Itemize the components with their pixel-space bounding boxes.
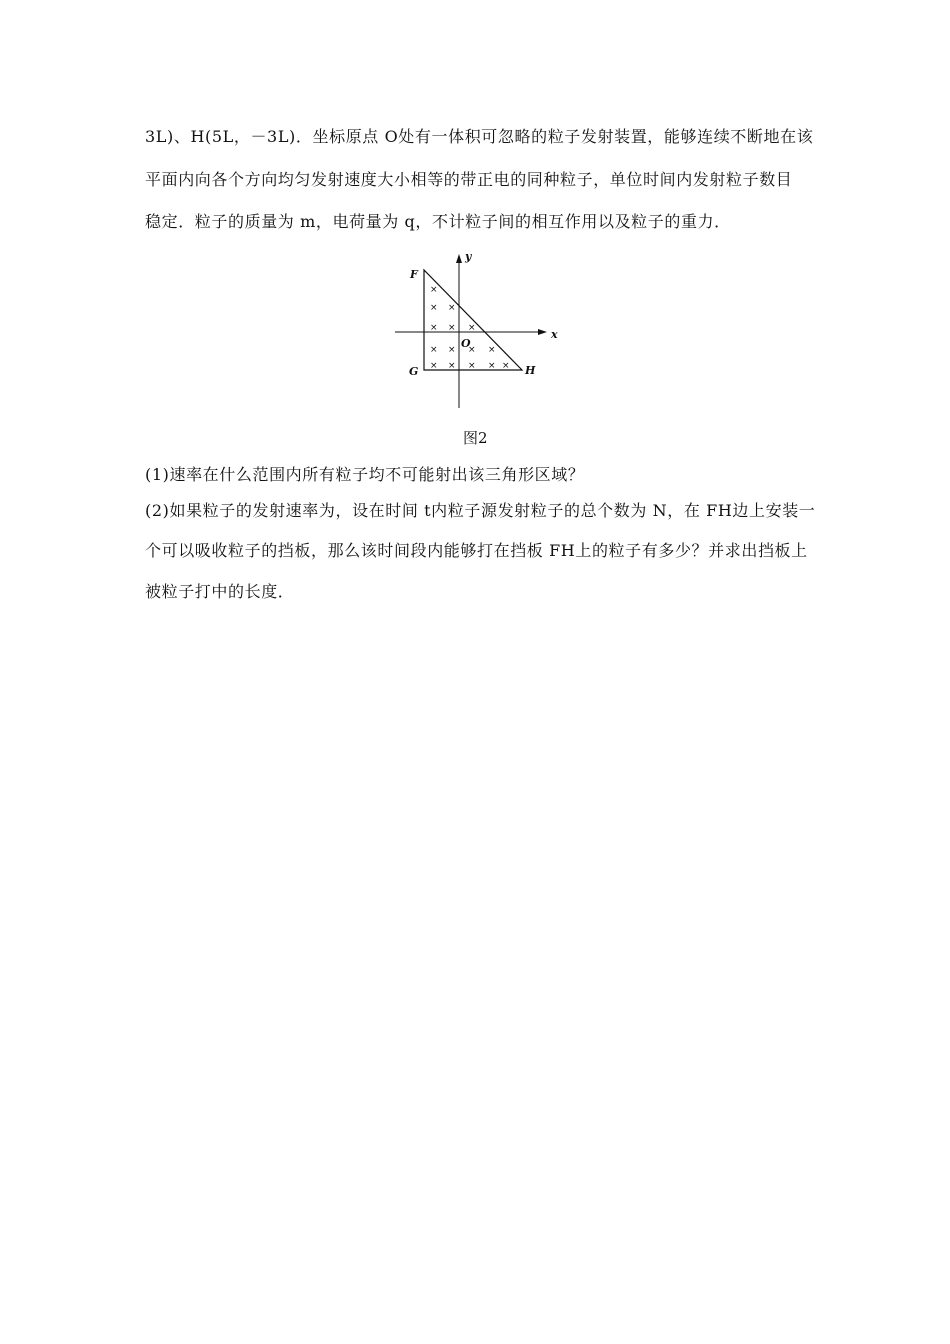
question-2-line-1: (2)如果粒子的发射速率为，设在时间 t内粒子源发射粒子的总个数为 N，在 FH边上安装一 <box>145 501 816 520</box>
field-mark: × <box>468 361 476 371</box>
label-y: y <box>465 250 472 263</box>
figure-svg <box>392 248 562 410</box>
field-mark: × <box>488 361 496 371</box>
triangle-field-figure <box>392 248 562 410</box>
paragraph-line-1: 3L)、H(5L，－3L)．坐标原点 O处有一体积可忽略的粒子发射装置，能够连续不断地在该 <box>145 127 814 146</box>
field-mark: × <box>502 361 510 371</box>
field-mark: × <box>468 345 476 355</box>
label-x: x <box>551 328 558 341</box>
field-mark: × <box>430 323 438 333</box>
field-mark: × <box>430 285 438 295</box>
magnetic-field-marks <box>430 285 510 371</box>
question-2-line-3: 被粒子打中的长度． <box>145 582 295 601</box>
label-f: F <box>410 268 418 281</box>
field-mark: × <box>430 361 438 371</box>
field-mark: × <box>448 361 456 371</box>
question-2-line-2: 个可以吸收粒子的挡板，那么该时间段内能够打在挡板 FH上的粒子有多少？并求出挡板上 <box>145 541 808 560</box>
field-mark: × <box>430 303 438 313</box>
field-mark: × <box>448 323 456 333</box>
question-1: (1)速率在什么范围内所有粒子均不可能射出该三角形区域？ <box>145 465 585 484</box>
label-o: O <box>461 337 471 350</box>
figure-caption: 图2 <box>463 429 488 447</box>
field-mark: × <box>430 345 438 355</box>
field-mark: × <box>448 345 456 355</box>
label-h: H <box>525 364 536 377</box>
paragraph-line-3: 稳定．粒子的质量为 m，电荷量为 q，不计粒子间的相互作用以及粒子的重力． <box>145 212 731 231</box>
field-mark: × <box>488 345 496 355</box>
x-axis-arrow <box>538 329 547 335</box>
triangle-fgh <box>424 270 522 370</box>
field-mark: × <box>448 303 456 313</box>
field-mark: × <box>468 323 476 333</box>
y-axis-arrow <box>456 254 462 263</box>
label-g: G <box>409 365 419 378</box>
paragraph-line-2: 平面内向各个方向均匀发射速度大小相等的带正电的同种粒子，单位时间内发射粒子数目 <box>145 170 793 189</box>
